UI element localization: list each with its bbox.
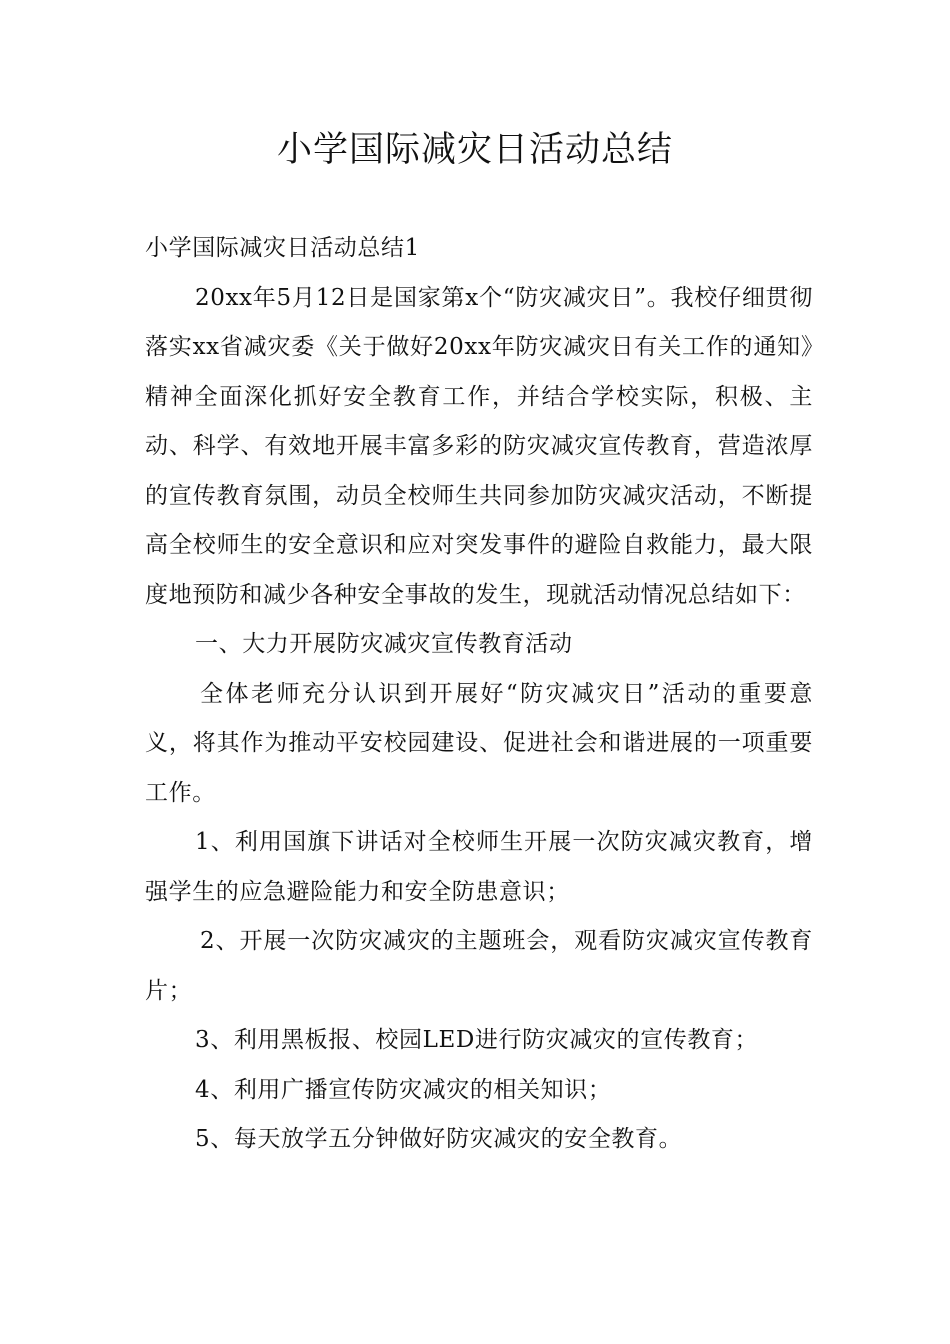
paragraph-heading-one: 一、大力开展防灾减灾宣传教育活动 — [195, 631, 573, 657]
list-item-3: 3、利用黑板报、校园LED进行防灾减灾的宣传教育； — [195, 1027, 759, 1053]
section-heading: 小学国际减灾日活动总结1 — [145, 235, 420, 261]
list-item-2: 2、开展一次防灾减灾的主题班会，观看防灾减灾宣传教育片； — [145, 928, 813, 1004]
list-item-5: 5、每天放学五分钟做好防灾减灾的安全教育。 — [195, 1126, 683, 1152]
document-title: 小学国际减灾日活动总结 — [276, 130, 673, 170]
list-item-4: 4、利用广播宣传防灾减灾的相关知识； — [195, 1076, 612, 1103]
list-item-1: 1、利用国旗下讲话对全校师生开展一次防灾减灾教育，增强学生的应急避险能力和安全防患意识； — [145, 829, 813, 905]
paragraph-significance: 全体老师充分认识到开展好“防灾减灾日”活动的重要意义，将其作为推动平安校园建设、促进社会和谐进展的一项重要工作。 — [145, 680, 813, 806]
paragraph-intro: 20xx年5月12日是国家第x个“防灾减灾日”。我校仔细贯彻落实xx省减灾委《关于做好20xx年防灾减灾日有关工作的通知》精神全面深化抓好安全教育工作，并结合学校实际，积极、主动、科学、有效地开展丰富多彩的防灾减灾宣传教育，营造浓厚的宣传教育氛围，动员全校师生共同参加防灾减灾活动，不断提高全校师生的安全意识和应对突发事件的避险自救能力，最大限度地预防和减少各种安全事故的发生，现就活动情况总结如下： — [145, 284, 813, 608]
document-body — [145, 224, 813, 1165]
